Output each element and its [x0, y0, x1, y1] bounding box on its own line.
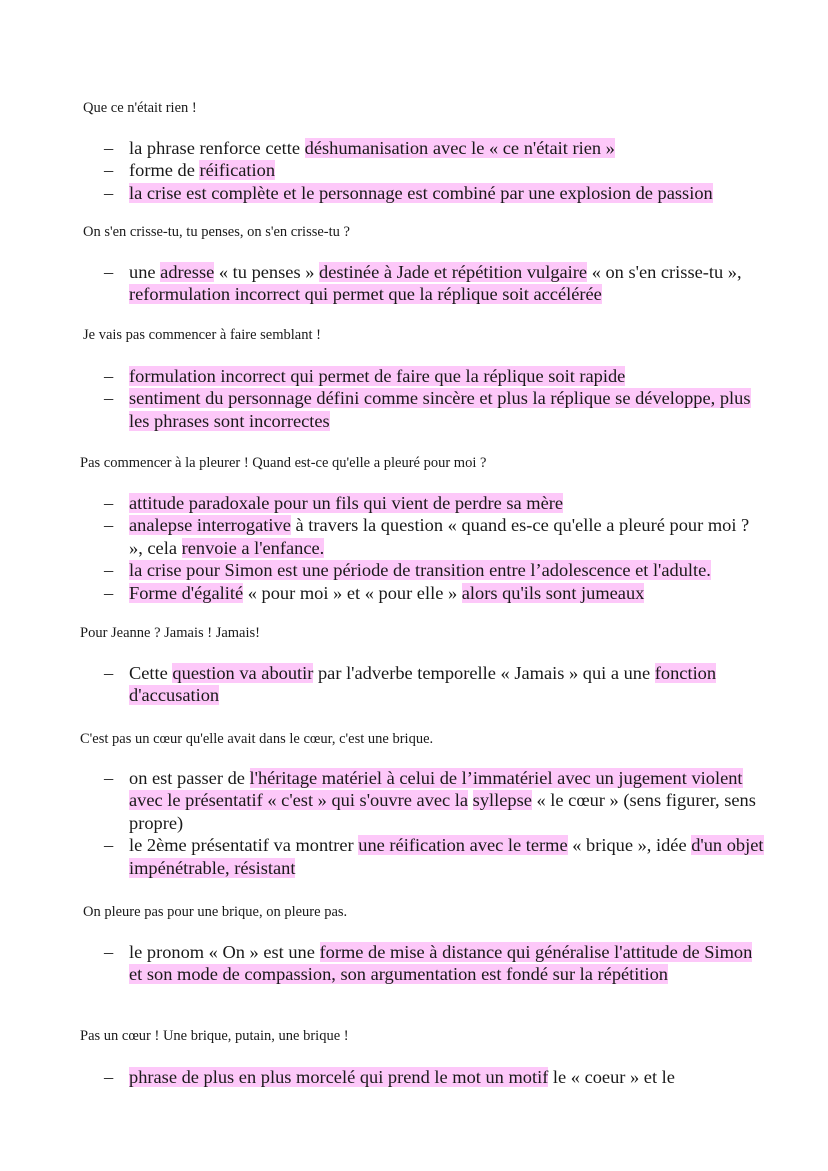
- note-item: – Cette question va aboutir par l'adverbe temporelle « Jamais » qui a une fonction d'accusation: [104, 663, 717, 706]
- quote-4: Pas commencer à la pleurer ! Quand est-ce qu'elle a pleuré pour moi ?: [80, 455, 487, 471]
- dash-bullet-icon: –: [104, 835, 114, 856]
- note-item: – une adresse « tu penses » destinée à Jade et répétition vulgaire « on s'en crisse-tu », reformulation incorrect qui permet que la réplique soit accélérée: [104, 262, 742, 305]
- quote-6: C'est pas un cœur qu'elle avait dans le cœur, c'est une brique.: [80, 731, 434, 747]
- quote-7: On pleure pas pour une brique, on pleure pas.: [83, 904, 348, 920]
- note-item: – la crise pour Simon est une période de transition entre l’adolescence et l'adulte.: [104, 560, 711, 581]
- dash-bullet-icon: –: [104, 160, 114, 181]
- notes-list-4: [104, 492, 764, 604]
- dash-bullet-icon: –: [104, 138, 114, 158]
- note-item: – la crise est complète et le personnage est combiné par une explosion de passion: [104, 182, 713, 203]
- quote-5: Pour Jeanne ? Jamais ! Jamais!: [80, 625, 260, 641]
- dash-bullet-icon: –: [104, 663, 114, 683]
- quote-2: On s'en crisse-tu, tu penses, on s'en crisse-tu ?: [83, 224, 350, 240]
- note-item: – analepse interrogative à travers la question « quand es-ce qu'elle a pleuré pour moi ? », cela renvoie a l'enfance.: [104, 515, 750, 558]
- note-item: – la phrase renforce cette déshumanisation avec le « ce n'était rien »: [104, 138, 615, 158]
- note-item: – forme de réification: [104, 160, 276, 181]
- dash-bullet-icon: –: [104, 262, 114, 282]
- dash-bullet-icon: –: [104, 768, 114, 788]
- notes-list-5: [104, 662, 764, 707]
- dash-bullet-icon: –: [104, 560, 114, 581]
- quote-1: Que ce n'était rien !: [83, 100, 197, 116]
- note-item: – Forme d'égalité « pour moi » et « pour elle » alors qu'ils sont jumeaux: [104, 582, 645, 603]
- quote-3: Je vais pas commencer à faire semblant !: [83, 327, 321, 343]
- dash-bullet-icon: –: [104, 942, 114, 962]
- note-item: – attitude paradoxale pour un fils qui vient de perdre sa mère: [104, 493, 564, 513]
- note-item: – on est passer de l'héritage matériel à celui de l’immatériel avec un jugement violent avec le présentatif « c'est » qui s'ouvre avec la syllepse « le cœur » (sens figurer, sens propre): [104, 768, 756, 833]
- note-item: – le pronom « On » est une forme de mise à distance qui généralise l'attitude de Simon et son mode de compassion, son argumentation est fondé sur la répétition: [104, 942, 753, 985]
- dash-bullet-icon: –: [104, 388, 114, 409]
- dash-bullet-icon: –: [104, 1067, 114, 1087]
- dash-bullet-icon: –: [104, 515, 114, 536]
- dash-bullet-icon: –: [104, 493, 114, 513]
- note-item: – le 2ème présentatif va montrer une réification avec le terme « brique », idée d'un objet impénétrable, résistant: [104, 835, 764, 878]
- note-item: – formulation incorrect qui permet de faire que la réplique soit rapide: [104, 366, 626, 386]
- notes-list-6: [104, 767, 764, 879]
- notes-list-7: [104, 941, 764, 986]
- note-item: – phrase de plus en plus morcelé qui prend le mot un motif le « coeur » et le: [104, 1067, 675, 1087]
- notes-list-1: [104, 137, 764, 204]
- notes-list-8: [104, 1066, 764, 1088]
- dash-bullet-icon: –: [104, 182, 114, 203]
- dash-bullet-icon: –: [104, 366, 114, 386]
- notes-list-3: [104, 365, 764, 432]
- quote-8: Pas un cœur ! Une brique, putain, une brique !: [80, 1028, 349, 1044]
- note-item: – sentiment du personnage défini comme sincère et plus la réplique se développe, plus les phrases sont incorrectes: [104, 388, 751, 431]
- dash-bullet-icon: –: [104, 582, 114, 603]
- notes-list-2: [104, 261, 764, 306]
